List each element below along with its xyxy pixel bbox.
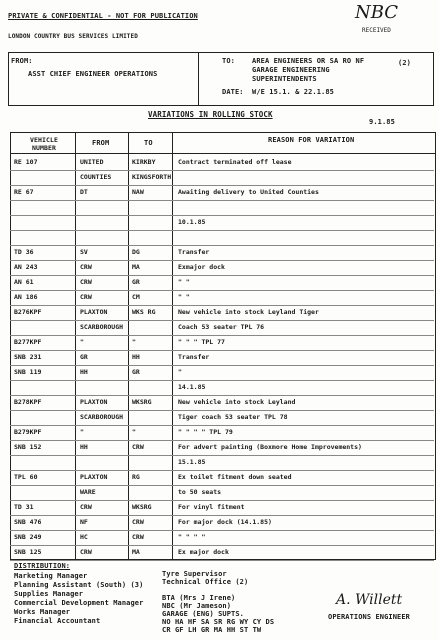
to-value-2: GARAGE ENGINEERING: [252, 66, 330, 74]
nbc-stamp: NBC: [355, 2, 399, 23]
reason-cell: " " " TPL 77: [178, 338, 225, 346]
to-cell: KINGSFORTH: [132, 173, 172, 181]
vehicle-number-cell: SNB 476: [14, 518, 42, 526]
vehicle-number-cell: RE 107: [14, 158, 38, 166]
vehicle-number-cell: RE 67: [14, 188, 34, 196]
reason-cell: Ex toilet fitment down seated: [178, 473, 292, 481]
reason-cell: " ": [178, 278, 190, 286]
distribution-right-item: BTA (Mrs J Irene): [162, 594, 236, 602]
vehicle-number-cell: SNB 249: [14, 533, 42, 541]
to-cell: MA: [132, 263, 140, 271]
date-value: W/E 15.1. & 22.1.85: [252, 88, 334, 96]
from-cell: WARE: [80, 488, 96, 496]
vehicle-number-cell: SNB 152: [14, 443, 42, 451]
to-cell: KIRKBY: [132, 158, 156, 166]
distribution-right-item: Technical Office (2): [162, 578, 249, 586]
to-label: TO:: [222, 57, 235, 65]
to-cell: WKSRG: [132, 503, 152, 511]
from-cell: COUNTIES: [80, 173, 112, 181]
reason-cell: " ": [178, 293, 190, 301]
from-cell: HC: [80, 533, 88, 541]
reason-cell: New vehicle into stock Leyland: [178, 398, 296, 406]
vehicle-number-cell: TD 31: [14, 503, 34, 511]
reason-cell: Ex major dock: [178, 548, 229, 556]
received-stamp: RECEIVED: [362, 27, 391, 34]
to-cell: CM: [132, 293, 140, 301]
distribution-left-item: Commercial Development Manager: [14, 599, 144, 607]
to-cell: NAW: [132, 188, 144, 196]
vehicle-number-cell: TPL 60: [14, 473, 38, 481]
reason-cell: Tiger coach 53 seater TPL 78: [178, 413, 288, 421]
document-title: VARIATIONS IN ROLLING STOCK: [148, 110, 273, 119]
from-value: ASST CHIEF ENGINEER OPERATIONS: [28, 70, 158, 78]
from-cell: GR: [80, 353, 88, 361]
to-value-3: SUPERINTENDENTS: [252, 75, 317, 83]
reason-cell: Exmajor dock: [178, 263, 225, 271]
table-header-rule: [10, 153, 435, 154]
from-label: FROM:: [11, 57, 33, 65]
vehicle-number-cell: B277KPF: [14, 338, 42, 346]
to-cell: WKS RG: [132, 308, 156, 316]
distribution-right-item: NO HA HF SA SR RG WY CY DS: [162, 618, 275, 626]
header-reason: REASON FOR VARIATION: [268, 136, 355, 144]
distribution-heading: DISTRIBUTION:: [14, 562, 71, 570]
from-cell: CRW: [80, 548, 92, 556]
to-cell: GR: [132, 368, 140, 376]
company-name: LONDON COUNTRY BUS SERVICES LIMITED: [8, 33, 138, 40]
from-cell: NF: [80, 518, 88, 526]
to-cell: CRW: [132, 443, 144, 451]
from-cell: CRW: [80, 278, 92, 286]
from-cell: HH: [80, 368, 88, 376]
table-row: [10, 545, 434, 562]
from-cell: HH: [80, 443, 88, 451]
row-rule: [10, 560, 434, 561]
reason-cell: " " " " TPL 79: [178, 428, 233, 436]
reason-cell: Coach 53 seater TPL 76: [178, 323, 265, 331]
memo-box: [8, 52, 434, 106]
to-value-1: AREA ENGINEERS OR SA RO NF: [252, 57, 365, 65]
to-cell: RG: [132, 473, 140, 481]
to-cell: ": [132, 428, 136, 436]
from-cell: UNITED: [80, 158, 104, 166]
header-from: FROM: [92, 139, 110, 147]
to-cell: ": [132, 338, 136, 346]
distribution-right-item: NBC (Mr Jameson): [162, 602, 232, 610]
confidential-banner: PRIVATE & CONFIDENTIAL - NOT FOR PUBLICATION: [8, 12, 198, 20]
distribution-left-item: Works Manager: [14, 608, 71, 616]
reason-cell: 14.1.85: [178, 383, 206, 391]
reason-cell: Awaiting delivery to United Counties: [178, 188, 319, 196]
reason-cell: ": [178, 368, 182, 376]
distribution-left-item: Planning Assistant (South) (3): [14, 581, 144, 589]
distribution-right-item: Tyre Supervisor: [162, 570, 227, 578]
reason-cell: " " " ": [178, 533, 206, 541]
reason-cell: For advert painting (Boxmore Home Improvements): [178, 443, 362, 451]
reason-cell: to 50 seats: [178, 488, 222, 496]
to-cell: MA: [132, 548, 140, 556]
header-to: TO: [144, 139, 153, 147]
distribution-left-item: Marketing Manager: [14, 572, 88, 580]
vehicle-number-cell: AN 243: [14, 263, 38, 271]
from-cell: SCARBOROUGH: [80, 413, 124, 421]
from-cell: PLAXTON: [80, 308, 108, 316]
to-cell: WKSRG: [132, 398, 152, 406]
reason-cell: Transfer: [178, 248, 210, 256]
from-cell: DT: [80, 188, 88, 196]
vehicle-number-cell: TD 36: [14, 248, 34, 256]
memo-divider: [198, 52, 199, 105]
page-number: (2): [398, 59, 411, 67]
from-cell: PLAXTON: [80, 398, 108, 406]
reason-cell: Contract terminated off lease: [178, 158, 292, 166]
to-cell: DG: [132, 248, 140, 256]
reason-cell: 10.1.85: [178, 218, 206, 226]
vehicle-number-cell: AN 61: [14, 278, 34, 286]
vehicle-number-cell: SNB 125: [14, 548, 42, 556]
vehicle-number-cell: B276KPF: [14, 308, 42, 316]
to-cell: HH: [132, 353, 140, 361]
reason-cell: For vinyl fitment: [178, 503, 245, 511]
to-cell: CRW: [132, 518, 144, 526]
to-cell: GR: [132, 278, 140, 286]
to-cell: CRW: [132, 533, 144, 541]
document-date: 9.1.85: [369, 118, 395, 126]
reason-cell: For major dock (14.1.85): [178, 518, 272, 526]
vehicle-number-cell: B278KPF: [14, 398, 42, 406]
vehicle-number-cell: B279KPF: [14, 428, 42, 436]
from-cell: CRW: [80, 263, 92, 271]
signature: A. Willett: [336, 592, 403, 608]
from-cell: CRW: [80, 293, 92, 301]
vehicle-number-cell: SNB 231: [14, 353, 42, 361]
vehicle-number-cell: SNB 119: [14, 368, 42, 376]
signoff-title: OPERATIONS ENGINEER: [328, 613, 410, 621]
from-cell: ": [80, 338, 84, 346]
from-cell: ": [80, 428, 84, 436]
reason-cell: 15.1.85: [178, 458, 206, 466]
distribution-left-item: Financial Accountant: [14, 617, 101, 625]
distribution-right-item: GARAGE (ENG) SUPTS.: [162, 610, 244, 618]
distribution-left-item: Supplies Manager: [14, 590, 84, 598]
vehicle-number-cell: AN 186: [14, 293, 38, 301]
from-cell: SV: [80, 248, 88, 256]
reason-cell: Transfer: [178, 353, 210, 361]
header-vehicle-number: VEHICLE NUMBER: [29, 136, 59, 152]
from-cell: SCARBOROUGH: [80, 323, 124, 331]
reason-cell: New vehicle into stock Leyland Tiger: [178, 308, 319, 316]
distribution-right-item: CR GF LH GR MA HH ST TW: [162, 626, 262, 634]
from-cell: CRW: [80, 503, 92, 511]
date-label: DATE:: [222, 88, 244, 96]
from-cell: PLAXTON: [80, 473, 108, 481]
